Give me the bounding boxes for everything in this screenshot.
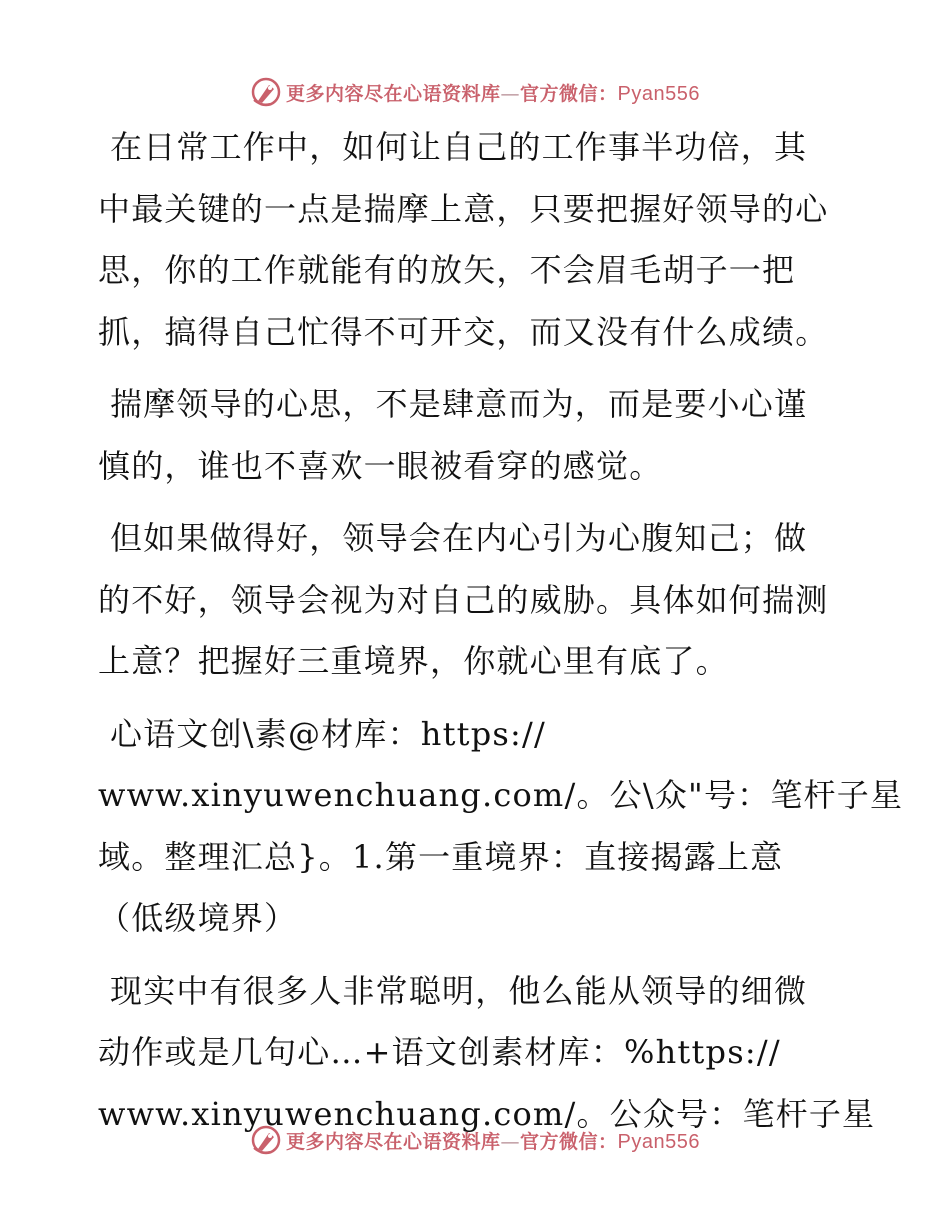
text-line: 现实中有很多人非常聪明，他么能从领导的细微	[110, 971, 808, 1010]
paragraph	[98, 508, 858, 693]
footer-wechat-label: 官方微信：	[520, 1130, 618, 1153]
text-line: 揣摩领导的心思，不是肆意而为，而是要小心谨	[110, 385, 808, 423]
text-line: 心语文创\素@材库：https://	[110, 714, 546, 753]
text-line: （低级境界）	[98, 899, 298, 937]
text-line: 中最关键的一点是揣摩上意，只要把握好领导的心	[98, 189, 829, 228]
header-main: 更多内容尽在心语资料库	[286, 82, 501, 105]
footer-main: 更多内容尽在心语资料库	[286, 1130, 501, 1153]
text-line: 但如果做得好，领导会在内心引为心腹知己；做	[110, 519, 808, 557]
header-text	[286, 79, 700, 106]
paragraph	[98, 117, 858, 363]
document-body	[98, 117, 904, 1156]
text-line: 域。整理汇总}。1.第一重境界：直接揭露上意	[98, 837, 784, 876]
text-line: 上意？把握好三重境界，你就心里有底了。	[98, 642, 729, 680]
pen-nib-circle-icon	[250, 1124, 282, 1156]
text-line: 在日常工作中，如何让自己的工作事半功倍，其	[110, 128, 808, 166]
footer-sep: —	[500, 1130, 521, 1153]
footer-wechat-id: Pyan556	[617, 1130, 700, 1153]
header-sep: —	[500, 82, 521, 105]
text-line: www.xinyuwenchuang.com/。公\众"号：笔杆子星	[98, 776, 904, 814]
text-line: www.xinyuwenchuang.com/。公众号：笔杆子星	[98, 1094, 876, 1133]
header-wechat-id: Pyan556	[617, 82, 700, 105]
footer-text	[286, 1127, 700, 1154]
paragraph	[98, 374, 858, 497]
text-line: 慎的，谁也不喜欢一眼被看穿的感觉。	[98, 446, 663, 485]
header-banner	[0, 72, 950, 112]
paragraph	[98, 961, 876, 1146]
text-line: 动作或是几句心…+语文创素材库：%https://	[98, 1033, 781, 1071]
paragraph	[98, 704, 904, 950]
footer-banner	[0, 1120, 950, 1160]
text-line: 思，你的工作就能有的放矢，不会眉毛胡子一把	[98, 251, 796, 289]
text-line: 抓，搞得自己忙得不可开交，而又没有什么成绩。	[98, 312, 829, 351]
text-line: 的不好，领导会视为对自己的威胁。具体如何揣测	[98, 580, 829, 619]
pen-nib-circle-icon	[250, 76, 282, 108]
header-wechat-label: 官方微信：	[520, 82, 618, 105]
